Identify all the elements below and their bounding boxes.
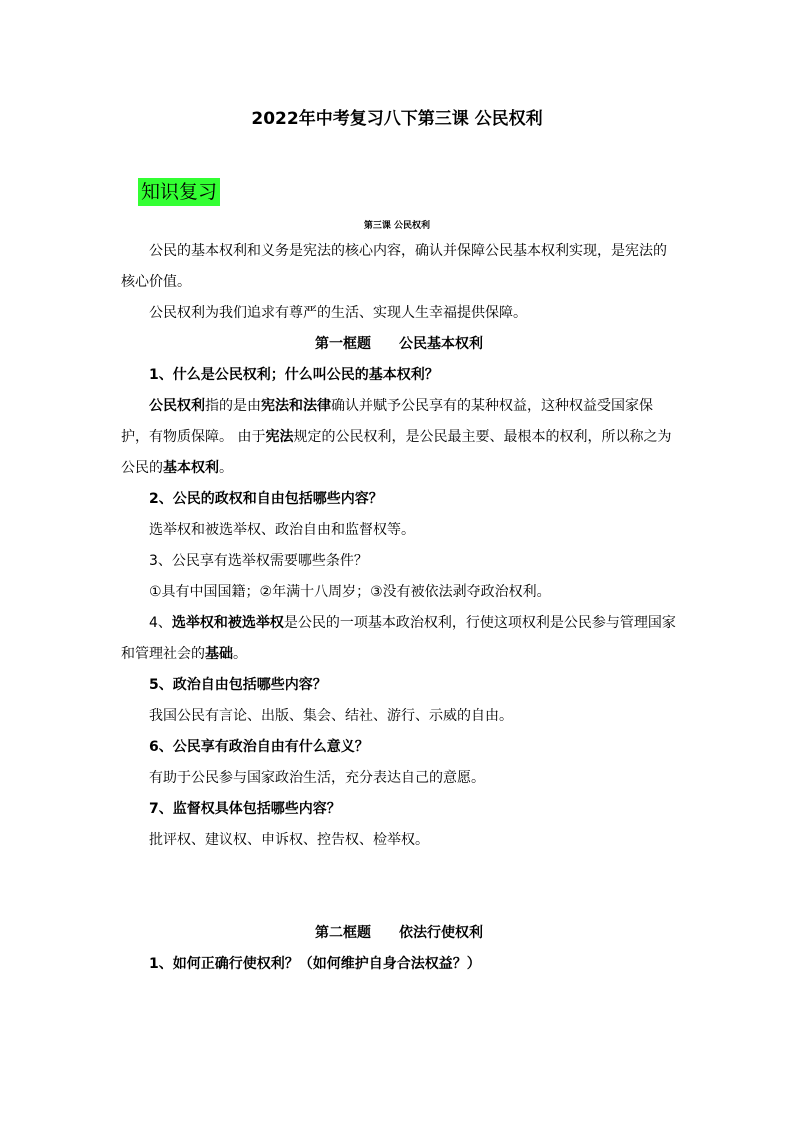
section2-heading-label: 第二框题 <box>315 925 371 941</box>
term-election-rights: 选举权和被选举权 <box>171 615 284 631</box>
section1-answer-6: 有助于公民参与国家政治生活，充分表达自己的意愿。 <box>149 770 485 786</box>
section1-answer-3: ①具有中国国籍；②年满十八周岁；③没有被依法剥夺政治权利。 <box>149 584 551 600</box>
section1-heading-label: 第一框题 <box>315 336 371 352</box>
term-constitution: 宪法 <box>265 429 294 445</box>
answer-1-text-d: 。 <box>219 460 233 476</box>
section1-question-1: 1、什么是公民权利；什么叫公民的基本权利？ <box>149 367 439 383</box>
section1-answer-5: 我国公民有言论、出版、集会、结社、游行、示威的自由。 <box>149 708 513 724</box>
section1-answer-1 <box>121 391 677 484</box>
term-basic-rights: 基本权利 <box>163 460 219 476</box>
item-4-end: 。 <box>233 646 247 662</box>
intro-paragraph-2: 公民权利为我们追求有尊严的生活、实现人生幸福提供保障。 <box>149 305 527 321</box>
knowledge-review-badge: 知识复习 <box>138 178 220 206</box>
section1-question-6: 6、公民享有政治自由有什么意义？ <box>149 739 369 755</box>
document-body <box>121 236 677 980</box>
section1-question-5: 5、政治自由包括哪些内容？ <box>149 677 327 693</box>
intro-paragraph-1: 公民的基本权利和义务是宪法的核心内容，确认并保障公民基本权利实现，是宪法的核心价值。 <box>121 243 667 290</box>
section1-answer-7: 批评权、建议权、申诉权、控告权、检举权。 <box>149 832 429 848</box>
term-foundation: 基础 <box>205 646 233 662</box>
section1-question-3: 3、公民享有选举权需要哪些条件？ <box>149 553 368 569</box>
section2-heading <box>121 918 677 949</box>
document-title: 2022年中考复习八下第三课 公民权利 <box>251 109 543 129</box>
answer-1-text-a: 指的是由 <box>205 398 261 414</box>
section1-item-4 <box>121 608 677 670</box>
section1-answer-2: 选举权和被选举权、政治自由和监督权等。 <box>149 522 415 538</box>
item-4-text: 是公民的一项基本政治权利，行使这项权利是公民参与管理国家和管理社会的 <box>121 615 676 662</box>
section2-question-1: 1、如何正确行使权利？（如何维护自身合法权益？） <box>149 956 481 972</box>
answer-1-text-b: 确认并赋予公民享有的某种权益，这种权益受国家保护，有物质保障。 由于 <box>121 398 653 445</box>
section1-heading <box>121 329 677 360</box>
section1-question-7: 7、监督权具体包括哪些内容？ <box>149 801 341 817</box>
item-4-number: 4、 <box>149 615 172 631</box>
section1-question-2: 2、公民的政权和自由包括哪些内容？ <box>149 491 383 507</box>
lesson-subtitle: 第三课 公民权利 <box>363 221 431 231</box>
term-constitution-and-law: 宪法和法律 <box>261 398 331 414</box>
term-citizen-rights: 公民权利 <box>149 398 205 414</box>
section2-heading-title: 依法行使权利 <box>399 925 483 941</box>
section1-heading-title: 公民基本权利 <box>399 336 483 352</box>
answer-1-text-c: 规定的公民权利，是公民最主要、最根本的权利，所以称之为公民的 <box>121 429 672 476</box>
